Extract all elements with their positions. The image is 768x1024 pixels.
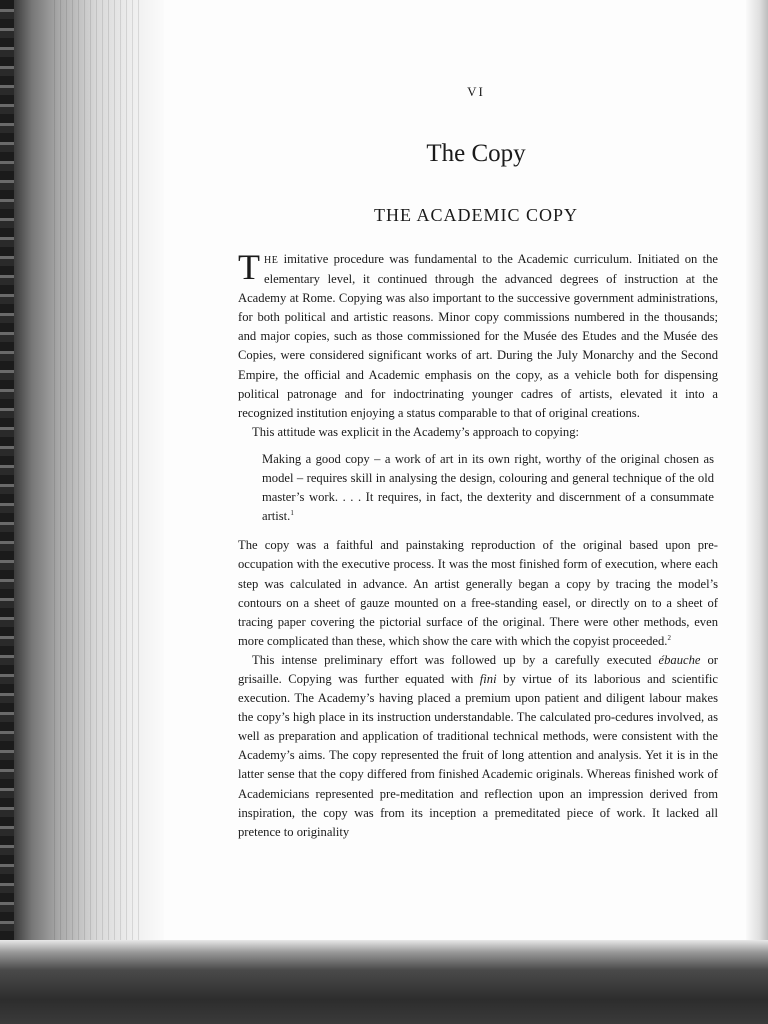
page-gutter	[14, 0, 164, 1024]
chapter-title: The Copy	[426, 140, 526, 167]
paragraph-3-text: The copy was a faithful and painstaking reproduction of the original based upon pre-occupation with the executive process. It was the most finished form of execution, where each step was calculated in advance. An artist generally began a copy by tracing the model’s contours on a sheet of gauze mounted on a free-standing easel, or directly on to a sheet of tracing paper covering the pictorial surface of the original. There were other methods, even more complicated than these, which show the care with which the copyist proceeded.	[238, 538, 718, 648]
body-text	[238, 247, 719, 842]
footnote-ref-1: 1	[290, 509, 294, 518]
paragraph-4-part-3: by virtue of its laborious and scientific execution. The Academy’s having placed a premium upon patient and diligent labour makes the copy’s high place in its instruction understandable. The calculated pro-cedures involved, as well as preparation and application of traditional technical methods, were consistent with the Academy’s aims. The copy represented the fruit of long attention and analysis. Yet it is in the latter sense that the copy differed from finished Academic originals. Whereas finished work of Academicians represented pre-meditation and reflection upon an impression derived from inspiration, the copy was from its inception a premeditated piece of work. It lacked all pretence to originality	[238, 671, 719, 839]
block-quote	[262, 450, 714, 526]
section-title: THE ACADEMIC COPY	[373, 205, 578, 225]
small-caps-lead: HE	[264, 255, 279, 266]
paragraph-1	[238, 247, 718, 423]
chapter-number: VI	[467, 84, 485, 99]
book-page	[232, 0, 720, 930]
paragraph-3	[238, 536, 718, 651]
book-bottom-edge	[0, 940, 768, 1024]
spiral-binding	[0, 0, 14, 1024]
paragraph-1-text: imitative procedure was fundamental to the Academic curriculum. Initiated on the elementary level, it continued through the advanced degrees of instruction at the Academy at Rome. Copying was also important to the successive government administrations, for both political and artistic reasons. Minor copy commissions numbered in the thousands; and major copies, such as those commissioned for the Musée des Etudes and the Musée des Copies, were considered significant works of art. During the July Monarchy and the Second Empire, the official and Academic emphasis on the copy, as a vehicle both for dispensing political patronage and for indoctrinating younger cadres of artists, elevated it into a recognized institution enjoying a status comparable to that of original creations.	[238, 252, 718, 420]
quote-text: Making a good copy – a work of art in its own right, worthy of the original chosen as model – requires skill in analysing the design, colouring and general technique of the old master’s work. . . . It requires, in fact, the dexterity and discernment of a consummate artist.	[262, 451, 714, 524]
paragraph-2: This attitude was explicit in the Academy’s approach to copying:	[252, 424, 580, 439]
paragraph-4-part-1: This intense preliminary effort was followed up by a carefully executed	[252, 652, 659, 667]
paragraph-4	[238, 651, 718, 842]
page-edges	[54, 0, 144, 1024]
italic-ebauche: ébauche	[658, 652, 701, 667]
right-page-edge	[746, 0, 768, 1024]
paragraph-4-part-2: or grisaille. Copying was further equated with	[238, 652, 719, 686]
drop-cap: T	[238, 247, 260, 287]
italic-fini: fini	[479, 671, 497, 686]
footnote-ref-2: 2	[667, 633, 671, 642]
